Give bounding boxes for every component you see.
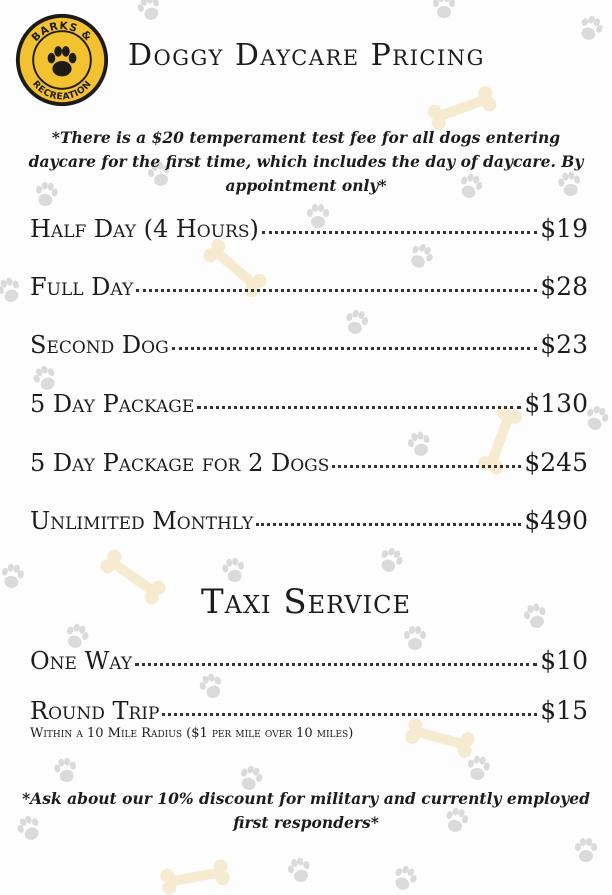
item-label: 5 Day Package	[30, 390, 195, 418]
taxi-service-heading: Taxi Service	[200, 582, 412, 622]
price-row-5-day-package	[30, 389, 588, 418]
item-price: $490	[524, 506, 588, 535]
dot-leader	[162, 713, 537, 716]
price-row-round-trip	[30, 696, 588, 725]
dot-leader	[197, 406, 521, 409]
price-row-half-day	[30, 214, 588, 243]
taxi-radius-note: Within a 10 Mile Radius ($1 per mile over 10 miles)	[30, 726, 354, 741]
price-row-unlimited-monthly	[30, 506, 588, 535]
item-price: $15	[540, 696, 588, 725]
discount-note: *Ask about our 10% discount for military and currently employed first responders*	[22, 789, 590, 832]
item-label: Half Day (4 Hours)	[30, 215, 259, 243]
item-price: $130	[524, 389, 588, 418]
price-row-one-way	[30, 646, 588, 675]
item-price: $23	[540, 330, 588, 359]
dot-leader	[256, 523, 521, 526]
dot-leader	[172, 347, 538, 350]
barks-recreation-logo	[14, 12, 110, 108]
svg-text:BARKS &: BARKS &	[29, 20, 95, 44]
price-row-5-day-package-2-dogs	[30, 448, 588, 477]
item-label: Full Day	[30, 273, 134, 301]
price-row-second-dog	[30, 330, 588, 359]
temperament-fee-note: *There is a $20 temperament test fee for all dogs entering daycare for the first time, which includes the day of daycare. By appointment only*	[28, 128, 584, 195]
item-label: One Way	[30, 647, 133, 675]
dot-leader	[136, 289, 537, 292]
item-price: $28	[540, 272, 588, 301]
item-price: $10	[540, 646, 588, 675]
item-label: Unlimited Monthly	[30, 507, 254, 535]
svg-text:RECREATION: RECREATION	[30, 79, 94, 103]
price-row-full-day	[30, 272, 588, 301]
page-title: Doggy Daycare Pricing	[128, 38, 485, 73]
dot-leader	[332, 465, 521, 468]
dot-leader	[262, 231, 537, 234]
item-price: $19	[540, 214, 588, 243]
dot-leader	[135, 663, 537, 666]
item-label: 5 Day Package for 2 Dogs	[30, 449, 330, 477]
item-label: Second Dog	[30, 331, 169, 359]
item-price: $245	[524, 448, 588, 477]
item-label: Round Trip	[30, 697, 160, 725]
